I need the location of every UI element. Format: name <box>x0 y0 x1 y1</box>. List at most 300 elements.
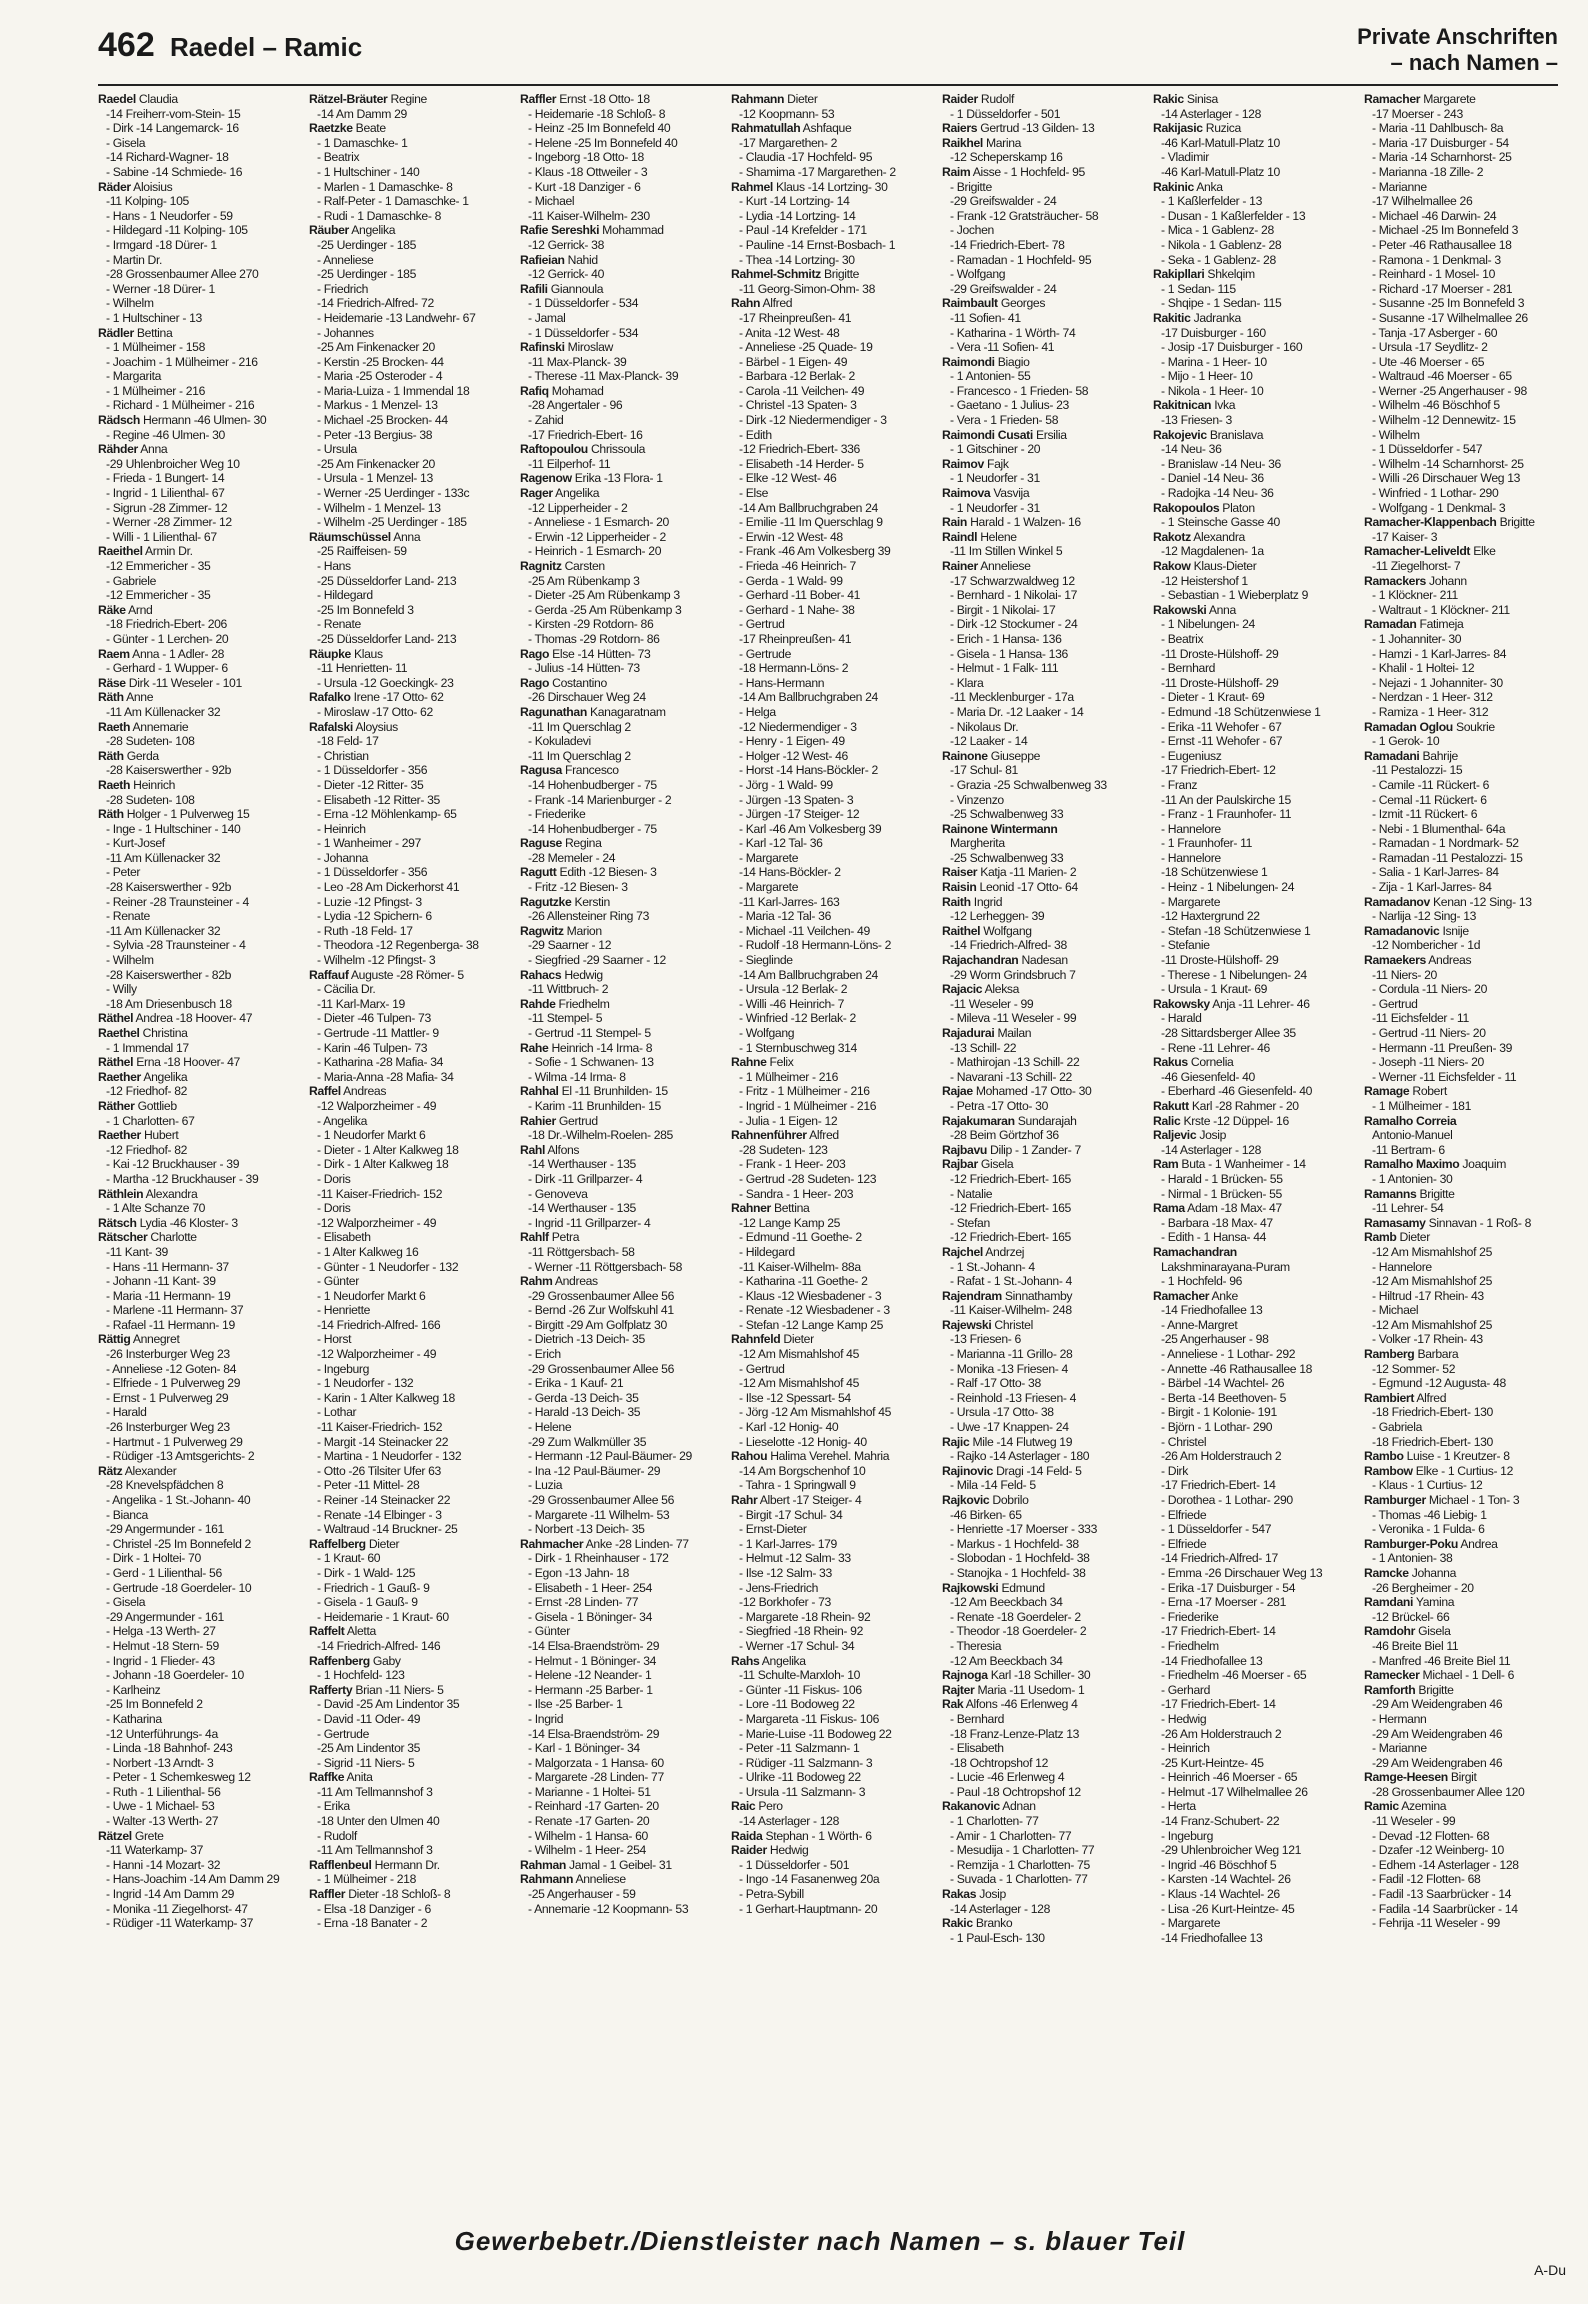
entry-line: - Gertrud <box>739 617 785 632</box>
entry-head <box>1153 501 1358 516</box>
entry-first-line: Halima Verehel. Mahria <box>770 1449 890 1464</box>
entry-head <box>1364 515 1569 530</box>
directory-entry <box>520 92 725 223</box>
entry-head <box>520 1084 725 1099</box>
entry-line: -13 Friesen- 3 <box>1161 413 1232 428</box>
directory-entry <box>520 836 725 865</box>
entry-line: - Radojka -14 Neu- 36 <box>1161 486 1274 501</box>
entry-line: -11 Max-Planck- 39 <box>528 354 627 369</box>
entry-first-line: Karl -28 Rahmer - 20 <box>1191 1098 1299 1113</box>
entry-first-line: Gertrud <box>558 1113 598 1128</box>
entry-line: - Waltraud -46 Moerser - 65 <box>1372 369 1512 384</box>
entry-line: - Ernst -28 Linden- 77 <box>528 1595 639 1610</box>
entry-line: - Ingeburg <box>317 1361 370 1376</box>
entry-line: -12 Friedhof- 82 <box>106 1142 188 1157</box>
directory-entry <box>309 223 514 529</box>
entry-head <box>942 1668 1147 1683</box>
entry-first-line: Brigitte <box>1418 1682 1454 1697</box>
entry-line: - Mathirojan -13 Schill- 22 <box>950 1055 1080 1070</box>
entry-surname: Ragnitz <box>520 559 562 573</box>
directory-entry <box>942 1289 1147 1318</box>
entry-line: - Dieter -25 Am Rübenkamp 3 <box>528 588 680 603</box>
entry-line: -18 Schützenwiese 1 <box>1161 865 1268 880</box>
entry-surname: Rakojevic <box>1153 427 1207 442</box>
entry-surname: Ramacher-Klappenbach <box>1364 515 1497 530</box>
entry-line: - Ingrid - 1 Mülheimer - 216 <box>739 1098 877 1113</box>
directory-entry <box>1364 1157 1569 1186</box>
entry-surname: Ramasamy <box>1364 1215 1426 1230</box>
entry-surname: Rahlf <box>520 1230 549 1245</box>
entry-line: - Christel -13 Spaten- 3 <box>739 398 857 413</box>
entry-head <box>942 1245 1147 1260</box>
directory-entry <box>309 92 514 121</box>
entry-line: -25 Im Bonnefeld 3 <box>317 602 414 617</box>
entry-line: - Martin Dr. <box>106 252 163 267</box>
entry-first-line: Katja -11 Marien- 2 <box>980 865 1077 880</box>
entry-first-line: Petra <box>551 1230 580 1245</box>
page-header <box>98 24 1558 86</box>
entry-first-line: Adnan <box>1002 1799 1036 1814</box>
directory-entry <box>98 749 303 778</box>
directory-entry <box>731 1449 936 1493</box>
entry-line: -29 Am Weidengraben 46 <box>1372 1697 1503 1712</box>
entry-line: -26 Insterburger Weg 23 <box>106 1347 230 1362</box>
entry-first-line: Holger - 1 Pulverweg 15 <box>126 807 250 822</box>
entry-line: - Christel -25 Im Bonnefeld 2 <box>106 1536 251 1551</box>
entry-first-line: Dieter <box>1399 1230 1430 1245</box>
entry-first-line: Platon <box>1222 500 1255 515</box>
entry-surname: Rakic <box>1153 92 1184 106</box>
entry-line: -11 Am Küllenacker 32 <box>106 923 221 938</box>
directory-entry <box>731 1201 936 1332</box>
entry-line: - Karl -12 Honig- 40 <box>739 1420 839 1435</box>
entry-line: - Heinrich <box>317 821 366 836</box>
entry-line: - Gerhard <box>1161 1682 1211 1697</box>
entry-head <box>942 1697 1147 1712</box>
entry-line: - Camile -11 Rückert- 6 <box>1372 777 1490 792</box>
entry-line: -11 Stempel- 5 <box>528 1011 603 1026</box>
entry-line: - Ernst -11 Wehofer - 67 <box>1161 734 1283 749</box>
entry-line: - Reinhard -17 Garten- 20 <box>528 1799 659 1814</box>
entry-line: - Nejazi - 1 Johanniter- 30 <box>1372 675 1503 690</box>
entry-line: - Gisela <box>106 1595 146 1610</box>
entry-surname: Rähder <box>98 442 138 457</box>
entry-line: - Winfried -12 Berlak- 2 <box>739 1011 856 1026</box>
entry-line: - Henry - 1 Eigen- 49 <box>739 734 845 749</box>
entry-first-line: Gertrud -13 Gilden- 13 <box>980 121 1095 136</box>
entry-line: -17 Wilhelmallee 26 <box>1372 194 1473 209</box>
entry-first-line: Johanna <box>1411 1565 1457 1580</box>
entry-line: -14 Hans-Böckler- 2 <box>739 865 841 880</box>
directory-entry <box>98 1026 303 1055</box>
entry-line: - Björn - 1 Lothar- 290 <box>1161 1420 1273 1435</box>
entry-line: -14 Friedhofallee 13 <box>1161 1303 1263 1318</box>
entry-line: -17 Duisburger - 160 <box>1161 325 1266 340</box>
entry-first-line: Hermann Dr. <box>374 1857 440 1872</box>
entry-head <box>731 180 936 195</box>
entry-head <box>1153 428 1358 443</box>
entry-first-line: Felix <box>769 1055 794 1070</box>
directory-entry <box>1364 1391 1569 1449</box>
entry-line: - 1 Mülheimer - 216 <box>106 383 206 398</box>
entry-line: -14 Freiherr-vom-Stein- 15 <box>106 106 241 121</box>
entry-surname: Rajendram <box>942 1288 1002 1303</box>
entry-head <box>309 1683 514 1698</box>
entry-line: -46 Karl-Matull-Platz 10 <box>1161 164 1280 179</box>
entry-line: - Frank -14 Marienburger - 2 <box>528 792 672 807</box>
entry-line: - Sofie - 1 Schwanen- 13 <box>528 1055 654 1070</box>
entry-head <box>520 486 725 501</box>
entry-head <box>942 1289 1147 1304</box>
entry-head <box>942 982 1147 997</box>
entry-first-line: Jamal - 1 Geibel- 31 <box>569 1857 672 1872</box>
entry-line: -26 Allensteiner Ring 73 <box>528 909 650 924</box>
entry-surname: Rakitic <box>1153 310 1191 325</box>
entry-first-line: Dieter <box>787 92 818 106</box>
entry-line: -14 Friedrich-Alfred- 17 <box>1161 1551 1278 1566</box>
entry-line: - Khalil - 1 Holtei- 12 <box>1372 661 1475 676</box>
entry-line: - Lieselotte -12 Honig- 40 <box>739 1434 867 1449</box>
entry-head <box>309 1887 514 1902</box>
entry-line: - Therese - 1 Nibelungen- 24 <box>1161 967 1307 982</box>
entry-line: - Helene -25 Im Bonnefeld 40 <box>528 135 678 150</box>
entry-line: - Annemarie -12 Koopmann- 53 <box>528 1901 689 1916</box>
entry-line: -25 Am Finkenacker 20 <box>317 456 435 471</box>
directory-entry <box>520 1858 725 1873</box>
entry-line: - Suvada - 1 Charlotten- 77 <box>950 1872 1088 1887</box>
entry-head <box>520 676 725 691</box>
entry-head <box>1153 997 1358 1012</box>
entry-line: - Heinrich <box>1161 1741 1210 1756</box>
entry-surname: Rahner <box>731 1201 771 1216</box>
directory-entry <box>731 1829 936 1844</box>
entry-first-line: Maria -11 Usedom- 1 <box>977 1682 1085 1697</box>
entry-surname: Rajbar <box>942 1157 978 1172</box>
directory-entry <box>1364 1347 1569 1391</box>
entry-line: - Helga <box>739 704 776 719</box>
entry-surname: Rahne <box>731 1055 767 1070</box>
entry-line: - Harald -13 Deich- 35 <box>528 1405 641 1420</box>
directory-entry <box>1153 1114 1358 1129</box>
entry-line: - Bernhard <box>1161 661 1216 676</box>
entry-line: - 1 Neudorfer - 132 <box>317 1376 414 1391</box>
entry-head <box>942 530 1147 545</box>
entry-surname: Rakowski <box>1153 602 1207 617</box>
entry-first-line: Josip <box>979 1887 1006 1902</box>
entry-line: - Renate -17 Garten- 20 <box>528 1814 650 1829</box>
entry-line: -12 Heistershof 1 <box>1161 573 1248 588</box>
entry-line: - Renate -12 Wiesbadener - 3 <box>739 1303 890 1318</box>
entry-line: - Gisela <box>106 135 146 150</box>
entry-head <box>942 1799 1147 1814</box>
entry-first-line: Rudolf <box>980 92 1015 106</box>
entry-line: -14 Hohenbudberger - 75 <box>528 821 657 836</box>
entry-surname: Raffel <box>309 1084 341 1099</box>
entry-line: - Frank -46 Am Volkesberg 39 <box>739 544 891 559</box>
entry-surname: Rain <box>942 515 968 530</box>
entry-head <box>942 924 1147 939</box>
directory-entry <box>520 384 725 442</box>
entry-head <box>1364 1799 1569 1814</box>
directory-entry <box>98 676 303 691</box>
entry-line: -28 Kaiserswerther - 92b <box>106 880 232 895</box>
directory-entry <box>942 355 1147 428</box>
entry-line: -14 Friedrich-Ebert- 78 <box>950 237 1065 252</box>
directory-entry <box>520 1114 725 1143</box>
entry-surname: Ram <box>1153 1157 1179 1172</box>
directory-entry <box>98 413 303 442</box>
entry-surname: Raisin <box>942 880 977 895</box>
entry-line: -11 Eilperhof- 11 <box>528 456 611 471</box>
entry-first-line: Miroslaw <box>567 340 613 355</box>
entry-line: - Wilhelm -12 Pfingst- 3 <box>317 953 436 968</box>
entry-line: - Uwe - 1 Michael- 53 <box>106 1799 215 1814</box>
entry-line: - Rüdiger -11 Salzmann- 3 <box>739 1755 873 1770</box>
entry-first-line: Erika -13 Flora- 1 <box>574 471 663 486</box>
entry-first-line: Dragi -14 Feld- 5 <box>996 1463 1082 1478</box>
entry-line: - Werner -18 Dürer- 1 <box>106 281 215 296</box>
entry-line: - Vladimir <box>1161 150 1209 165</box>
entry-line: - Norbert -13 Deich- 35 <box>528 1522 645 1537</box>
directory-entry <box>1364 1114 1569 1158</box>
entry-line: -11 Im Querschlag 2 <box>528 748 631 763</box>
entry-line: - Emma -26 Dirschauer Weg 13 <box>1161 1565 1323 1580</box>
entry-surname: Raimova <box>942 486 991 501</box>
entry-line: - Werner -11 Röttgersbach- 58 <box>528 1259 682 1274</box>
entry-head <box>731 1829 936 1844</box>
entry-line: - Siegfried -18 Rhein- 92 <box>739 1624 864 1639</box>
entry-line: - Martha -12 Bruckhauser - 39 <box>106 1171 259 1186</box>
directory-entry <box>1364 749 1569 895</box>
directory-entry <box>309 720 514 968</box>
entry-line: -17 Kaiser- 3 <box>1372 529 1438 544</box>
entry-first-line: Hermann -46 Ulmen- 30 <box>142 413 267 428</box>
entry-line: - Eberhard -46 Giesenfeld- 40 <box>1161 1084 1313 1099</box>
entry-line: - Margarete <box>739 880 799 895</box>
entry-line: - Gertrud <box>1372 996 1418 1011</box>
entry-line: - Egmund -12 Augusta- 48 <box>1372 1376 1506 1391</box>
entry-line: - Willi - 1 Lilienthal- 67 <box>106 529 217 544</box>
entry-line: - Paul -18 Ochtropshof 12 <box>950 1784 1081 1799</box>
entry-line: - Willi -46 Heinrich- 7 <box>739 996 845 1011</box>
entry-line: - Rafat - 1 St.-Johann- 4 <box>950 1274 1072 1289</box>
entry-line: - 1 Mülheimer - 181 <box>1372 1098 1472 1113</box>
entry-first-line: Elke - 1 Curtius- 12 <box>1415 1463 1514 1478</box>
entry-line: - Karl -12 Tal- 36 <box>739 836 823 851</box>
entry-line: - Helene -12 Neander- 1 <box>528 1668 652 1683</box>
entry-line: - 1 Düsseldorfer - 501 <box>950 106 1061 121</box>
entry-surname: Räthel <box>98 1055 134 1070</box>
entry-surname: Raeithel <box>98 544 143 559</box>
entry-line: - Birgit - 1 Nikolai- 17 <box>950 602 1056 617</box>
entry-line: - Veronika - 1 Fulda- 6 <box>1372 1522 1485 1537</box>
entry-first-line: Annegret <box>132 1332 180 1347</box>
entry-first-line: Marina <box>985 135 1022 150</box>
entry-head <box>942 165 1147 180</box>
entry-line: -11 Henrietten- 11 <box>317 661 408 676</box>
entry-line: - Fadil -13 Saarbrücker - 14 <box>1372 1887 1512 1902</box>
entry-line: -17 Schwarzwaldweg 12 <box>950 573 1075 588</box>
entry-first-line: Dieter -18 Schloß- 8 <box>348 1887 451 1902</box>
entry-line: - 1 Steinsche Gasse 40 <box>1161 515 1280 530</box>
entry-surname: Rakijasic <box>1153 121 1203 136</box>
entry-first-line: Angelika <box>143 1069 188 1084</box>
entry-head <box>98 1332 303 1347</box>
entry-surname: Ramdani <box>1364 1595 1414 1610</box>
entry-line: - 1 Düsseldorfer - 547 <box>1161 1522 1272 1537</box>
entry-line: -14 Elsa-Braendström- 29 <box>528 1638 660 1653</box>
entry-first-line: Angelika <box>555 486 600 501</box>
entry-line: - Bernhard <box>950 1711 1005 1726</box>
directory-entry <box>1153 267 1358 311</box>
entry-line: - Willi -26 Dirschauer Weg 13 <box>1372 471 1521 486</box>
entry-head <box>1364 749 1569 764</box>
entry-line: - Hannelore <box>1372 1259 1432 1274</box>
entry-head <box>1153 603 1358 618</box>
entry-head <box>309 1084 514 1099</box>
entry-line: - 1 Kraut- 60 <box>317 1551 381 1566</box>
entry-line: - Katharina - 1 Wörth- 74 <box>950 325 1076 340</box>
entry-surname: Räumschüssel <box>309 529 391 544</box>
entry-line: - Michael -25 Brocken- 44 <box>317 413 448 428</box>
entry-surname: Raffke <box>309 1770 345 1785</box>
entry-line: - Jochen <box>950 223 994 238</box>
entry-head <box>98 1216 303 1231</box>
entry-line: - Lisa -26 Kurt-Heintze- 45 <box>1161 1901 1295 1916</box>
entry-surname: Raffler <box>309 1887 346 1902</box>
entry-line: - Gertrude -18 Goerdeler- 10 <box>106 1580 252 1595</box>
entry-surname: Rafferty <box>309 1682 353 1697</box>
entry-line: - Klaus - 1 Curtius- 12 <box>1372 1478 1483 1493</box>
entry-line: - Ramadan -11 Pestalozzi- 15 <box>1372 850 1523 865</box>
entry-surname: Räther <box>98 1098 135 1113</box>
section-title-line-1: Private Anschriften <box>1357 24 1558 49</box>
entry-head <box>1153 1055 1358 1070</box>
entry-line: - Nirmal - 1 Brücken- 55 <box>1161 1186 1282 1201</box>
entry-line: - Tanja -17 Asberger - 60 <box>1372 325 1498 340</box>
directory-entry <box>520 1230 725 1274</box>
directory-entry <box>98 807 303 1011</box>
entry-line: - Elisabeth - 1 Heer- 254 <box>528 1580 653 1595</box>
entry-line: - Stefan <box>950 1215 990 1230</box>
entry-line: - Dirk <box>1161 1463 1189 1478</box>
entry-line: - Dirk -14 Langemarck- 16 <box>106 121 239 136</box>
entry-surname: Rahe <box>520 1040 549 1055</box>
entry-surname: Ramburger-Poku <box>1364 1536 1458 1551</box>
entry-head <box>942 136 1147 151</box>
entry-head <box>1153 121 1358 136</box>
entry-head <box>1364 924 1569 939</box>
entry-line: - Richard - 1 Mülheimer - 216 <box>106 398 255 413</box>
entry-line: - Hanni -14 Mozart- 32 <box>106 1857 221 1872</box>
entry-surname: Ramalho Correia <box>1364 1113 1457 1128</box>
entry-line: -26 Insterburger Weg 23 <box>106 1420 230 1435</box>
entry-line: - Jörg - 1 Wald- 99 <box>739 777 833 792</box>
entry-first-line: Grete <box>134 1828 164 1843</box>
entry-line: - Margarete -11 Wilhelm- 53 <box>528 1507 670 1522</box>
directory-entry <box>98 1099 303 1128</box>
entry-line: - Ursula -17 Seydlitz- 2 <box>1372 340 1488 355</box>
entry-first-line: Gisela <box>1418 1624 1451 1639</box>
entry-line: - Edhem -14 Asterlager - 128 <box>1372 1857 1519 1872</box>
directory-entry <box>520 282 725 340</box>
entry-first-line: Brian -11 Niers- 5 <box>355 1682 444 1697</box>
entry-first-line: Georges <box>1000 296 1046 311</box>
directory-entry <box>98 180 303 326</box>
entry-line: - 1 Nibelungen- 24 <box>1161 617 1255 632</box>
entry-line: - Genoveva <box>528 1186 588 1201</box>
entry-first-line: Edmund <box>1001 1580 1045 1595</box>
directory-entry <box>1364 544 1569 573</box>
entry-line: - 1 Johanniter- 30 <box>1372 631 1462 646</box>
entry-head <box>520 1274 725 1289</box>
entry-line: - Francesco - 1 Frieden- 58 <box>950 383 1089 398</box>
entry-line: - Birgitt -29 Am Golfplatz 30 <box>528 1317 667 1332</box>
entry-line: - Marianne <box>1372 179 1427 194</box>
entry-line: - Reinhard - 1 Mosel- 10 <box>1372 267 1496 282</box>
entry-head <box>520 1114 725 1129</box>
entry-line: - 1 Mülheimer - 216 <box>739 1069 839 1084</box>
entry-line: -12 Borkhofer - 73 <box>739 1595 831 1610</box>
entry-line: - Katharina -28 Mafia- 34 <box>317 1055 444 1070</box>
entry-line: - Dieter - 1 Alter Kalkweg 18 <box>317 1142 459 1157</box>
entry-line: - Maria -25 Osteroder - 4 <box>317 369 443 384</box>
entry-line: - 1 Antonien- 38 <box>1372 1551 1453 1566</box>
entry-line: - Wolfgang - 1 Denkmal- 3 <box>1372 500 1506 515</box>
entry-head <box>1153 1245 1358 1260</box>
entry-line: - Anneliese -12 Goten- 84 <box>106 1361 237 1376</box>
entry-line: - Monika -13 Friesen- 4 <box>950 1361 1068 1376</box>
entry-line: - Marlene -11 Hermann- 37 <box>106 1303 244 1318</box>
entry-head <box>1364 1449 1569 1464</box>
directory-entry <box>98 92 303 180</box>
entry-line: - Hannelore <box>1161 850 1221 865</box>
entry-line: - Volker -17 Rhein- 43 <box>1372 1332 1483 1347</box>
entry-first-line: Ruzica <box>1205 121 1241 136</box>
entry-line: -18 Unter den Ulmen 40 <box>317 1814 440 1829</box>
entry-line: -12 Am Beeckbach 34 <box>950 1595 1063 1610</box>
entry-first-line: Lydia -46 Kloster- 3 <box>139 1215 238 1230</box>
directory-entry <box>520 1084 725 1113</box>
entry-line: -28 Grossenbaumer Allee 120 <box>1372 1784 1525 1799</box>
entry-line: - 1 Alter Kalkweg 16 <box>317 1244 419 1259</box>
entry-first-line: Hedwig <box>769 1843 809 1858</box>
entry-line: - Kurt -18 Danziger - 6 <box>528 179 641 194</box>
entry-line: - Klara <box>950 675 984 690</box>
entry-line: -28 Kaiserswerther - 92b <box>106 763 232 778</box>
entry-surname: Rahnfeld <box>731 1332 781 1347</box>
entry-first-line: Alfred <box>762 296 793 311</box>
directory-entry <box>942 559 1147 749</box>
entry-line: - Hiltrud -17 Rhein- 43 <box>1372 1288 1484 1303</box>
entry-head <box>942 822 1147 837</box>
entry-line: - Holger -12 West- 46 <box>739 748 848 763</box>
entry-line: - Doris <box>317 1171 351 1186</box>
entry-line: - Franz - 1 Fraunhofer- 11 <box>1161 807 1292 822</box>
directory-entry <box>1364 92 1569 515</box>
entry-head <box>1364 1187 1569 1202</box>
entry-head <box>98 1070 303 1085</box>
entry-line: - Kerstin -25 Brocken- 44 <box>317 354 444 369</box>
entry-line: -25 Am Finkenacker 20 <box>317 340 435 355</box>
entry-line: - Angelika <box>317 1113 368 1128</box>
directory-entry <box>1364 1187 1569 1216</box>
entry-line: - Klaus -12 Wiesbadener - 3 <box>739 1288 882 1303</box>
directory-entry <box>942 296 1147 354</box>
entry-line: - Rafael -11 Hermann- 19 <box>106 1317 235 1332</box>
entry-line: - Doris <box>317 1201 351 1216</box>
entry-first-line: Ashfaque <box>802 121 852 136</box>
